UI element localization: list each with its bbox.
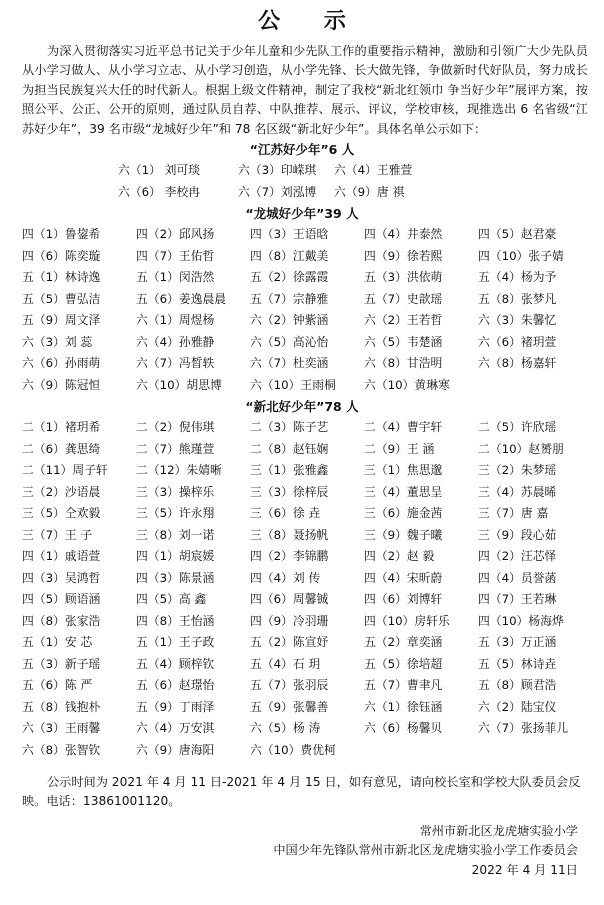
name-entry: 六（1）徐钰涵 — [364, 699, 443, 714]
name-entry: 二（5）许欣瑶 — [478, 420, 557, 435]
name-entry: 二（11）周子轩 — [22, 463, 108, 478]
issue-date: 2022 年 4 月 11日 — [471, 863, 578, 878]
name-entry: 五（1）安 芯 — [22, 635, 93, 650]
intro-paragraph: 为深入贯彻落实习近平总书记关于少年儿童和少先队工作的重要指示精神，激励和引领广大少先队员从小学习做人、从小学习立志、从小学习创造，从小学先锋、长大做先锋，争做新时代好队员，努力成长为担当民族复兴大任的时代新人。根据上级文件精神，制定了我校“新北红领巾 争当好少年”展评方案，按照公平、公正、公开的原则，通过队员自荐、中队推荐、展示、评议，学校审核，现推选出 6 名省级“江苏好少年”，39 名市级“龙城好少年”和 78 名区级“新北好少年”。具体名单公示如下： — [22, 44, 588, 136]
provincial-list — [118, 160, 518, 203]
name-entry: 六（10）费优柯 — [250, 742, 336, 757]
name-entry: 六（9）唐海阳 — [136, 742, 215, 757]
name-entry: 三（6）徐 垚 — [250, 506, 321, 521]
name-entry: 四（3）王语晗 — [250, 227, 329, 242]
name-entry: 二（3）陈子艺 — [250, 420, 329, 435]
name-entry: 五（1）王子政 — [136, 635, 215, 650]
name-entry: 四（7）王佑哲 — [136, 248, 215, 263]
name-entry: 二（6）龚思绮 — [22, 441, 101, 456]
name-entry: 五（9）张馨善 — [250, 699, 329, 714]
name-entry: 五（5）徐培超 — [364, 656, 443, 671]
name-entry: 四（5）顾语涵 — [22, 592, 101, 607]
name-entry: 五（9）丁雨泽 — [136, 699, 215, 714]
name-entry: 六（10）胡思博 — [136, 377, 222, 392]
name-entry: 四（3）吴鸿哲 — [22, 570, 101, 585]
name-entry: 六（5）杨 涛 — [250, 721, 321, 736]
name-entry: 六（6）褚玥萱 — [478, 334, 557, 349]
name-entry: 四（1）胡宸媛 — [136, 549, 215, 564]
name-entry: 三（1）张雅鑫 — [250, 463, 329, 478]
name-entry: 六（8）甘浩明 — [364, 356, 443, 371]
name-entry: 五（8）钱抱朴 — [22, 699, 101, 714]
name-entry: 四（10）张子婧 — [478, 248, 564, 263]
name-entry: 二（4）曹宇轩 — [364, 420, 443, 435]
name-entry: 三（8）聂扬帆 — [250, 527, 329, 542]
name-entry: 四（9）冷羽珊 — [250, 613, 329, 628]
name-entry: 三（5）许永翔 — [136, 506, 215, 521]
name-entry: 六（2）王若哲 — [364, 313, 443, 328]
name-entry: 六（10）王雨桐 — [250, 377, 336, 392]
name-entry: 四（10）杨海烨 — [478, 613, 564, 628]
name-entry: 五（7）曹聿凡 — [364, 678, 443, 693]
page-title: 公 示 — [258, 9, 364, 34]
name-entry: 三（4）董思呈 — [364, 484, 443, 499]
name-entry: 五（3）万正涵 — [478, 635, 557, 650]
name-entry: 四（6）周馨铖 — [250, 592, 329, 607]
name-entry: 二（2）倪伟琪 — [136, 420, 215, 435]
name-entry: 六（10）黄琳寒 — [364, 377, 450, 392]
name-entry: 四（4）井泰然 — [364, 227, 443, 242]
name-entry: 四（6）陈奕璇 — [22, 248, 101, 263]
signature-block — [0, 822, 578, 881]
name-entry: 五（7）宗静雅 — [250, 291, 329, 306]
name-entry: 五（7）史歆瑶 — [364, 291, 443, 306]
name-entry: 五（3）洪依萌 — [364, 270, 443, 285]
name-entry: 二（10）赵赟朋 — [478, 441, 564, 456]
name-entry: 五（6）姜逸晨晨 — [136, 291, 227, 306]
name-entry: 六（1）周煜杨 — [136, 313, 215, 328]
name-entry: 五（5）曹弘洁 — [22, 291, 101, 306]
name-entry: 三（7）唐 嘉 — [478, 506, 549, 521]
name-entry: 四（10）房轩乐 — [364, 613, 450, 628]
name-entry: 二（12）朱婧晰 — [136, 463, 222, 478]
name-entry: 五（2）陈宣妤 — [250, 635, 329, 650]
name-entry: 六（7）刘泓博 — [238, 184, 317, 199]
district-list — [22, 417, 592, 761]
name-entry: 三（3）操梓乐 — [136, 484, 215, 499]
name-entry: 五（1）林诗逸 — [22, 270, 101, 285]
name-entry: 六（3）王雨馨 — [22, 721, 101, 736]
name-entry: 六（6）孙雨萌 — [22, 356, 101, 371]
name-entry: 五（6）赵璟怡 — [136, 678, 215, 693]
name-entry: 二（1）褚玥希 — [22, 420, 101, 435]
name-entry: 四（8）王怡涵 — [136, 613, 215, 628]
name-entry: 五（2）徐露霞 — [250, 270, 329, 285]
name-entry: 六（3）印嵘琪 — [238, 163, 317, 178]
name-entry: 四（3）陈景涵 — [136, 570, 215, 585]
name-entry: 五（9）周文泽 — [22, 313, 101, 328]
name-entry: 四（1）鲁鋆希 — [22, 227, 101, 242]
name-entry: 六（1） 刘可琰 — [118, 163, 201, 178]
name-entry: 四（7）王若琳 — [478, 592, 557, 607]
name-entry: 三（6）施金茜 — [364, 506, 443, 521]
name-entry: 四（2）邱风扬 — [136, 227, 215, 242]
name-entry: 五（4）杨为予 — [478, 270, 557, 285]
name-entry: 六（9）陈冠恒 — [22, 377, 101, 392]
name-entry: 六（8）张智钦 — [22, 742, 101, 757]
name-entry: 六（6） 李校冉 — [118, 184, 201, 199]
name-entry: 五（5）林诗垚 — [478, 656, 557, 671]
provincial-section-title: “江苏好少年”6 人 — [249, 142, 355, 158]
name-entry: 三（2）朱梦瑶 — [478, 463, 557, 478]
name-entry: 三（1）焦思邈 — [364, 463, 443, 478]
name-entry: 六（4）万安淇 — [136, 721, 215, 736]
name-entry: 四（2）汪芯怿 — [478, 549, 557, 564]
name-entry: 四（9）徐若熙 — [364, 248, 443, 263]
name-entry: 五（8）顾君浩 — [478, 678, 557, 693]
name-entry: 六（5）高沁怡 — [250, 334, 329, 349]
name-entry: 三（9）魏子曦 — [364, 527, 443, 542]
name-entry: 六（8）杨嘉轩 — [478, 356, 557, 371]
name-entry: 六（2）陆宝仪 — [478, 699, 557, 714]
name-entry: 五（2）章奕涵 — [364, 635, 443, 650]
name-entry: 三（7）王 子 — [22, 527, 93, 542]
name-entry: 四（1）戚语萱 — [22, 549, 101, 564]
name-entry: 六（7）杜奕涵 — [250, 356, 329, 371]
name-entry: 五（7）张羽辰 — [250, 678, 329, 693]
name-entry: 二（8）赵钰娴 — [250, 441, 329, 456]
name-entry: 二（9）王 涵 — [364, 441, 435, 456]
name-entry: 六（3）朱馨忆 — [478, 313, 557, 328]
city-list — [22, 224, 592, 396]
name-entry: 六（9）唐 祺 — [334, 184, 405, 199]
name-entry: 六（6）杨馨贝 — [364, 721, 443, 736]
name-entry: 二（7）熊瑾萱 — [136, 441, 215, 456]
name-entry: 三（5）仝欢毅 — [22, 506, 101, 521]
name-entry: 六（5）韦楚涵 — [364, 334, 443, 349]
name-entry: 五（8）张梦凡 — [478, 291, 557, 306]
district-section-title: “新北好少年”78 人 — [245, 399, 359, 415]
notice-paragraph: 公示时间为 2021 年 4 月 11 日-2021 年 4 月 15 日，如有意见，请向校长室和学校大队委员会反映。电话：13861001120。 — [22, 775, 581, 809]
name-entry: 四（8）江戴美 — [250, 248, 329, 263]
name-entry: 四（2）赵 毅 — [364, 549, 435, 564]
name-entry: 四（5）赵君豪 — [478, 227, 557, 242]
name-entry: 四（5）高 鑫 — [136, 592, 207, 607]
name-entry: 六（7）张扬菲儿 — [478, 721, 569, 736]
name-entry: 六（2）钟紫涵 — [250, 313, 329, 328]
school-name: 常州市新北区龙虎塘实验小学 — [419, 823, 578, 838]
name-entry: 六（3）刘 蕊 — [22, 334, 93, 349]
name-entry: 五（6）陈 严 — [22, 678, 93, 693]
name-entry: 五（3）新子瑶 — [22, 656, 101, 671]
name-entry: 五（4）顾梓钦 — [136, 656, 215, 671]
committee-name: 中国少年先锋队常州市新北区龙虎塘实验小学工作委员会 — [273, 843, 578, 858]
name-entry: 三（4）苏晨晞 — [478, 484, 557, 499]
name-entry: 五（1）闵浩然 — [136, 270, 215, 285]
name-entry: 三（2）沙语晨 — [22, 484, 101, 499]
name-entry: 四（4）刘 传 — [250, 570, 321, 585]
name-entry: 四（2）李锦鹏 — [250, 549, 329, 564]
name-entry: 四（4）宋昕蔚 — [364, 570, 443, 585]
name-entry: 六（7）冯晳轶 — [136, 356, 215, 371]
name-entry: 四（4）员誉菡 — [478, 570, 557, 585]
name-entry: 六（4）孙雅静 — [136, 334, 215, 349]
city-section-title: “龙城好少年”39 人 — [245, 206, 359, 222]
name-entry: 五（4）石 玥 — [250, 656, 321, 671]
name-entry: 六（4）王雅萱 — [334, 163, 413, 178]
name-entry: 三（3）徐梓辰 — [250, 484, 329, 499]
name-entry: 四（6）刘博轩 — [364, 592, 443, 607]
name-entry: 三（8）刘一诺 — [136, 527, 215, 542]
name-entry: 四（8）张家浩 — [22, 613, 101, 628]
name-entry: 三（9）段心茹 — [478, 527, 557, 542]
